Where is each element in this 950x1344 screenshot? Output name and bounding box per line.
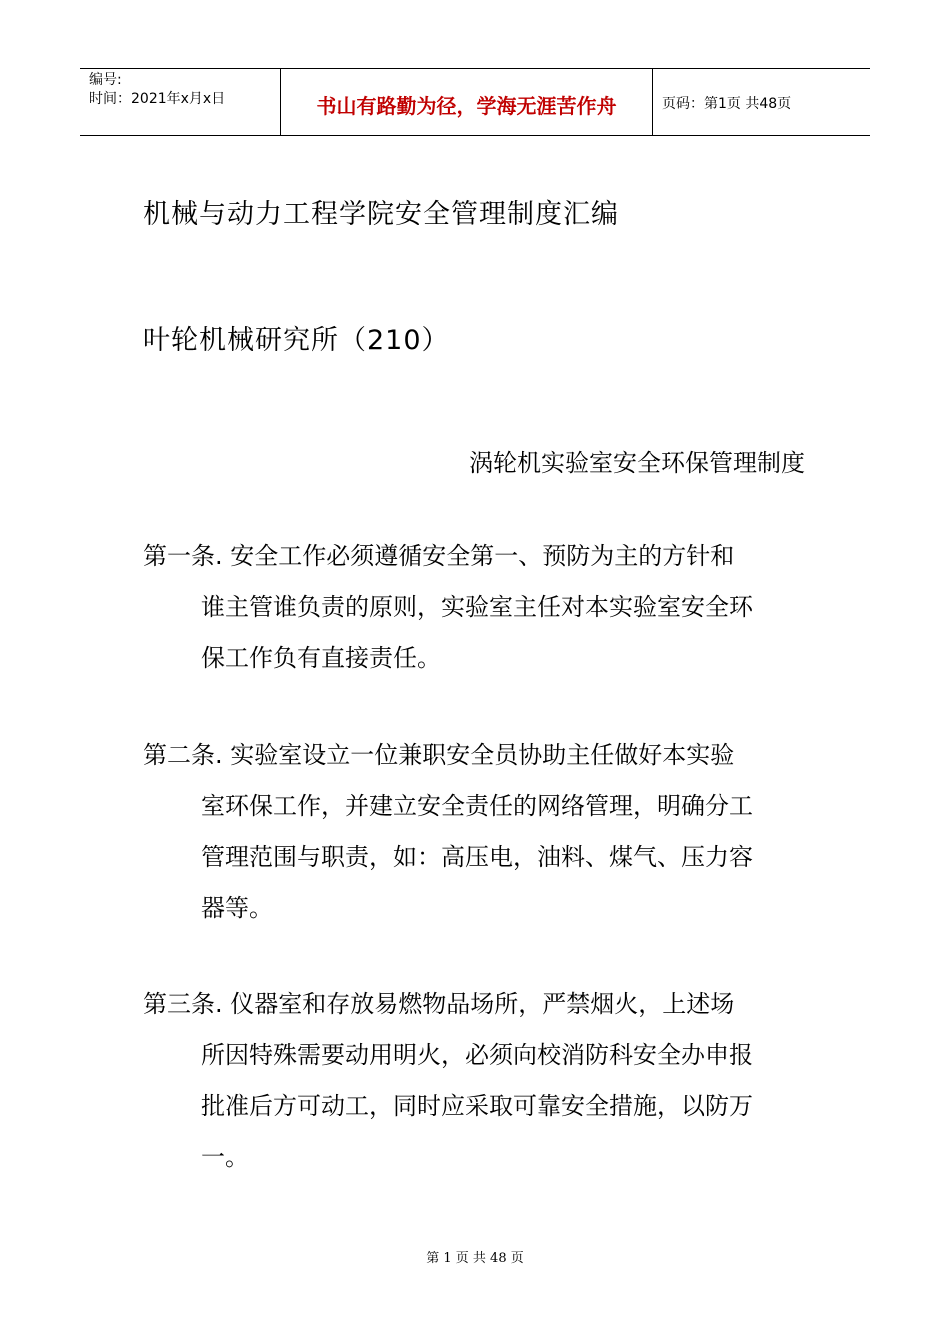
- page-header: [80, 68, 870, 136]
- article-line: 第二条. 实验室设立一位兼职安全员协助主任做好本实验: [143, 741, 735, 769]
- article-line: 室环保工作，并建立安全责任的网络管理，明确分工: [201, 792, 753, 820]
- article-1: [143, 531, 806, 684]
- article-3: [143, 979, 806, 1183]
- article-line: 保工作负有直接责任。: [201, 644, 441, 672]
- article-line: 器等。: [201, 894, 273, 922]
- header-page-info: 页码：第1页 共48页: [662, 96, 792, 112]
- article-line: 第一条. 安全工作必须遵循安全第一、预防为主的方针和: [143, 542, 735, 570]
- time-label: 时间：2021年x月x日: [89, 91, 226, 107]
- article-line: 一。: [201, 1143, 249, 1171]
- article-2: [143, 730, 806, 934]
- header-motto: 书山有路勤为径，学海无涯苦作舟: [281, 69, 653, 135]
- article-line: 所因特殊需要动用明火，必须向校消防科安全办申报: [201, 1041, 753, 1069]
- article-line: 谁主管谁负责的原则，实验室主任对本实验室安全环: [201, 593, 753, 621]
- header-meta: [80, 69, 281, 135]
- article-line: 管理范围与职责，如：高压电，油料、煤气、压力容: [201, 843, 753, 871]
- code-label: 编号:: [89, 72, 122, 88]
- document-title: 机械与动力工程学院安全管理制度汇编: [143, 199, 619, 230]
- section-title: 涡轮机实验室安全环保管理制度: [469, 449, 805, 477]
- document-subtitle: 叶轮机械研究所（210）: [143, 325, 450, 356]
- article-line: 批准后方可动工，同时应采取可靠安全措施，以防万: [201, 1092, 753, 1120]
- article-line: 第三条. 仪器室和存放易燃物品场所，严禁烟火，上述场: [143, 990, 735, 1018]
- page-footer: 第 1 页 共 48 页: [426, 1251, 524, 1266]
